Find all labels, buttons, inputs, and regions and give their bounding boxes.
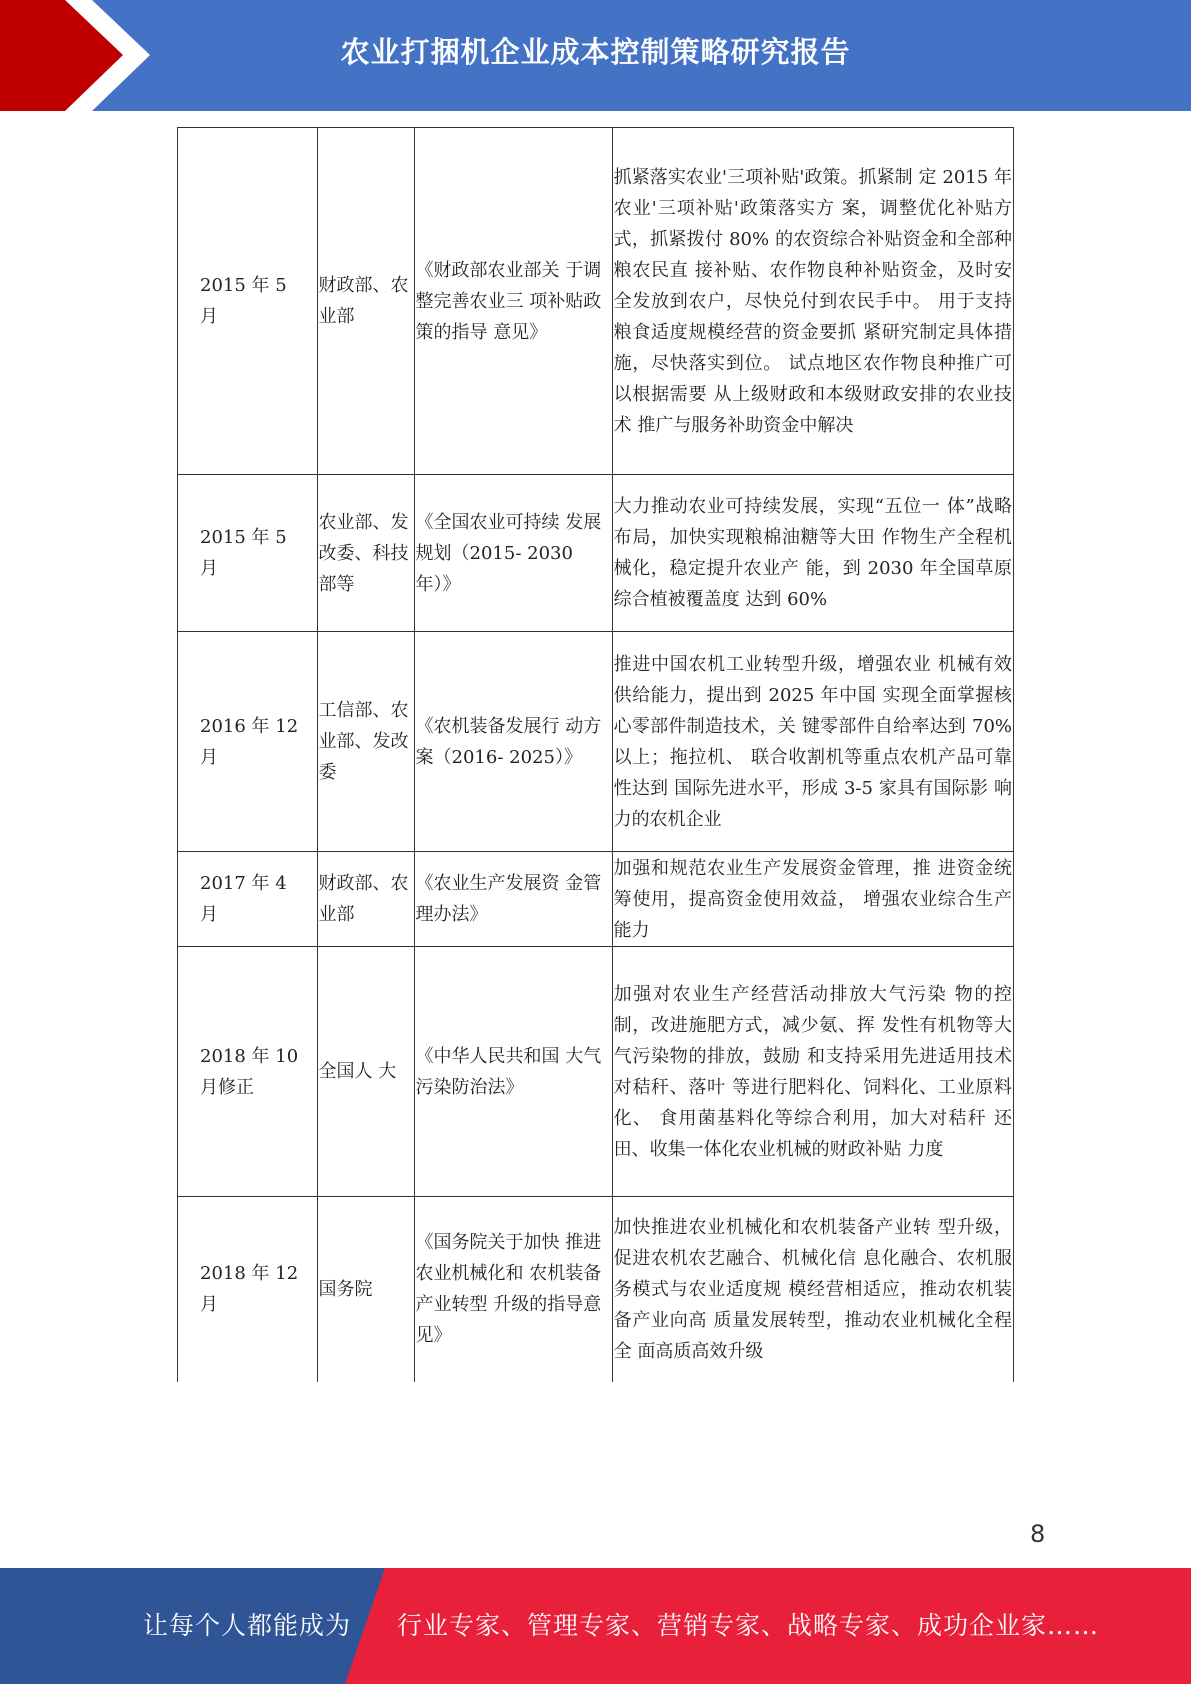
- header-band: [0, 0, 1191, 111]
- report-title: 农业打捆机企业成本控制策略研究报告: [340, 35, 851, 69]
- cell-dept: 财政部、农业部: [317, 128, 414, 475]
- table-row: [178, 1197, 1014, 1382]
- cell-date: 2018 年 12 月: [178, 1197, 318, 1382]
- cell-description: 推进中国农机工业转型升级，增强农业 机械有效供给能力，提出到 2025 年中国 实现全面掌握核心零部件制造技术，关 键零部件自给率达到 70%以上；拖拉机、 联合收割机等重点农机产品可靠性达到 国际先进水平，形成 3-5 家具有国际影 响力的农机企业: [612, 632, 1013, 852]
- table-row: [178, 128, 1014, 475]
- cell-date: 2015 年 5 月: [178, 128, 318, 475]
- cell-document: 《财政部农业部关 于调整完善农业三 项补贴政策的指导 意见》: [414, 128, 612, 475]
- cell-document: 《国务院关于加快 推进农业机械化和 农机装备产业转型 升级的指导意见》: [414, 1197, 612, 1382]
- cell-dept: 全国人 大: [317, 947, 414, 1197]
- cell-date: 2018 年 10 月修正: [178, 947, 318, 1197]
- cell-description: 抓紧落实农业'三项补贴'政策。抓紧制 定 2015 年农业'三项补贴'政策落实方 案，调整优化补贴方式，抓紧拨付 80% 的农资综合补贴资金和全部种粮农民直 接补贴、农作物良种补贴资金，及时安 全发放到农户，尽快兑付到农民手中。 用于支持粮食适度规模经营的资金要抓 紧研究制定具体措施，尽快落实到位。 试点地区农作物良种推广可以根据需要 从上级财政和本级财政安排的农业技术 推广与服务补助资金中解决: [612, 128, 1013, 475]
- table-row: [178, 475, 1014, 632]
- table-row: [178, 852, 1014, 947]
- cell-date: 2015 年 5 月: [178, 475, 318, 632]
- cell-document: 《农业生产发展资 金管理办法》: [414, 852, 612, 947]
- footer-slogan-right: 行业专家、管理专家、营销专家、战略专家、成功企业家……: [397, 1611, 1100, 1640]
- cell-document: 《中华人民共和国 大气污染防治法》: [414, 947, 612, 1197]
- cell-description: 加快推进农业机械化和农机装备产业转 型升级，促进农机农艺融合、机械化信 息化融合、农机服务模式与农业适度规 模经营相适应，推动农机装备产业向高 质量发展转型，推动农业机械化全程全 面高质高效升级: [612, 1197, 1013, 1382]
- cell-document: 《农机装备发展行 动方案（2016- 2025）》: [414, 632, 612, 852]
- cell-dept: 国务院: [317, 1197, 414, 1382]
- cell-date: 2016 年 12 月: [178, 632, 318, 852]
- cell-dept: 农业部、发改委、科技部等: [317, 475, 414, 632]
- cell-document: 《全国农业可持续 发展规划（2015- 2030 年）》: [414, 475, 612, 632]
- table-row: [178, 632, 1014, 852]
- cell-dept: 工信部、农业部、发改委: [317, 632, 414, 852]
- footer-slogan-left: 让每个人都能成为: [143, 1611, 352, 1640]
- footer-band: [0, 1568, 1191, 1684]
- table-row: [178, 947, 1014, 1197]
- cell-dept: 财政部、农业部: [317, 852, 414, 947]
- policy-table: [177, 127, 1014, 1382]
- page-number: 8: [1030, 1520, 1046, 1548]
- cell-description: 加强对农业生产经营活动排放大气污染 物的控制，改进施肥方式，减少氨、挥 发性有机物等大气污染物的排放，鼓励 和支持采用先进适用技术对秸秆、落叶 等进行肥料化、饲料化、工业原料化、 食用菌基料化等综合利用，加大对秸秆 还田、收集一体化农业机械的财政补贴 力度: [612, 947, 1013, 1197]
- cell-description: 大力推动农业可持续发展，实现“五位一 体”战略布局，加快实现粮棉油糖等大田 作物生产全程机械化，稳定提升农业产 能，到 2030 年全国草原综合植被覆盖度 达到 60%: [612, 475, 1013, 632]
- cell-description: 加强和规范农业生产发展资金管理，推 进资金统筹使用，提高资金使用效益， 增强农业综合生产能力: [612, 852, 1013, 947]
- cell-date: 2017 年 4 月: [178, 852, 318, 947]
